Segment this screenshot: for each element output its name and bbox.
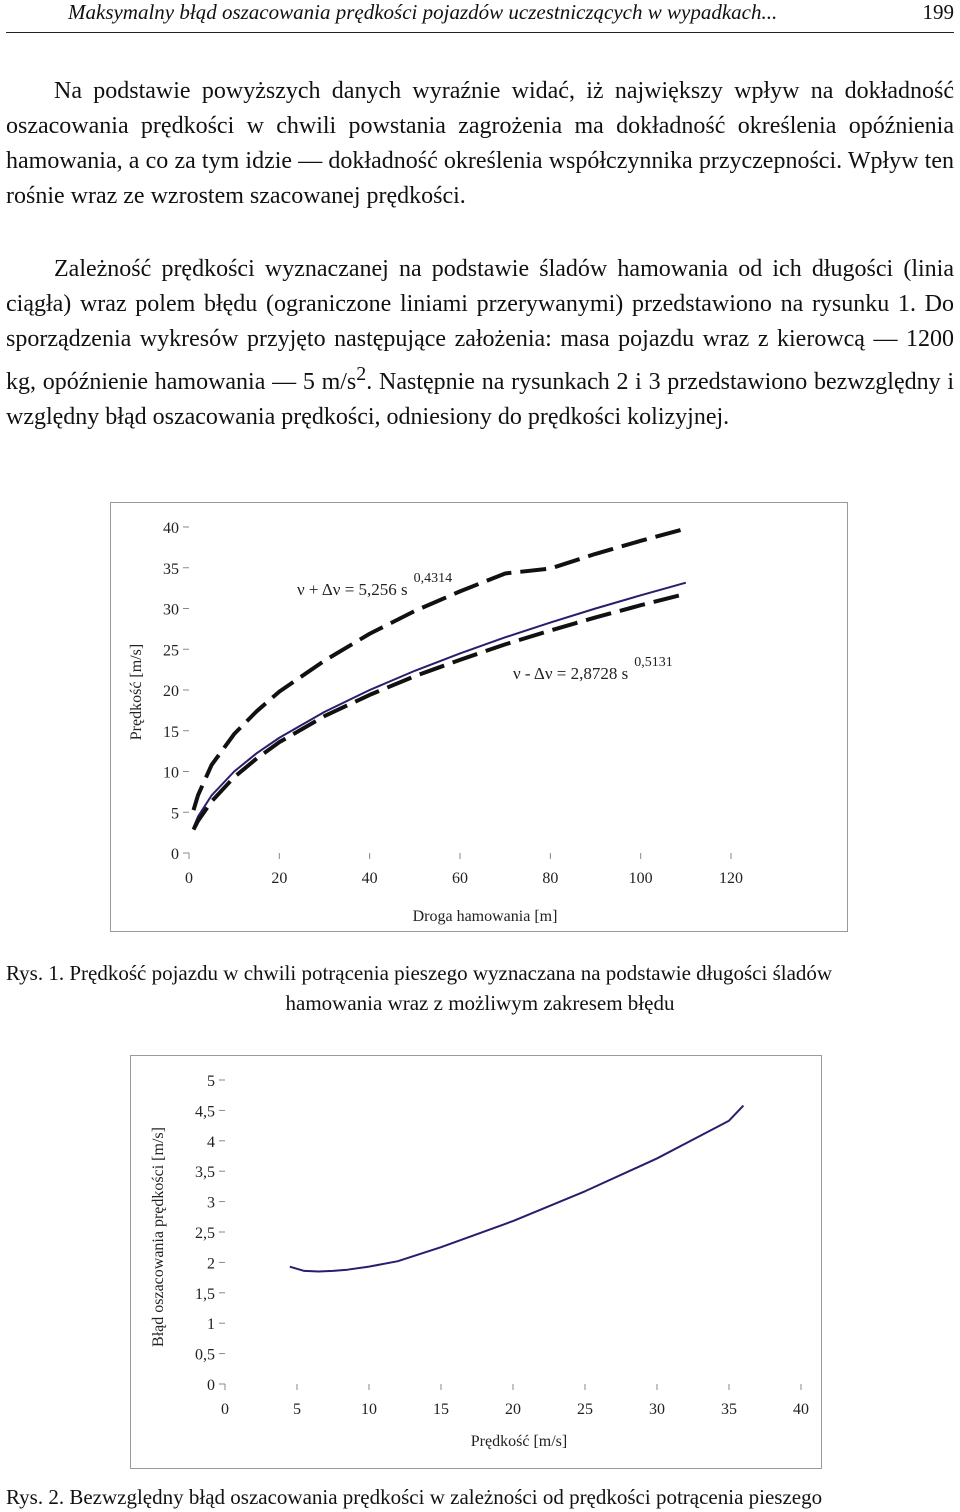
- y-tick-label: 10: [163, 764, 179, 782]
- x-tick-label: 40: [361, 870, 378, 887]
- paragraph-2-text-a: Zależność prędkości wyznaczanej na podstawie śladów hamowania od ich długości (linia ciągła) wraz polem błędu (ograniczone liniami przerywanymi) przedstawiono na rysunku 1. Do sporządzenia wykresów przyjęto następujące założenia: masa pojazdu wraz z kierowcą — 1200 kg, opóźnienie hamowania — 5 m/s: [6, 256, 954, 395]
- x-tick-label: 25: [577, 1401, 593, 1418]
- annotation-upper-bound: ν + Δν = 5,256 $s^{0,4314}$: [297, 571, 453, 599]
- y-tick-label: 2: [207, 1255, 215, 1273]
- x-tick-label: 30: [649, 1401, 665, 1418]
- y-tick-label: 2,5: [195, 1225, 215, 1242]
- y-axis-label: Prędkość [m/s]: [128, 643, 145, 741]
- x-tick-label: 35: [721, 1401, 737, 1418]
- y-tick-label: 0,5: [195, 1346, 215, 1364]
- annotation-lower-bound: ν - Δν = 2,8728 $s^{0,5131}$: [513, 655, 673, 683]
- y-tick-label: 0: [207, 1377, 215, 1394]
- y-tick-label: 20: [163, 683, 179, 700]
- figure-1-chart: [110, 502, 848, 932]
- x-tick-label: 10: [361, 1401, 377, 1418]
- running-header: [6, 0, 954, 33]
- y-tick-label: 1: [207, 1316, 215, 1334]
- figure-2-svg: [131, 1056, 821, 1468]
- x-tick-label: 100: [628, 870, 653, 887]
- x-tick-label: 0: [221, 1401, 229, 1418]
- y-tick-label: 4: [207, 1133, 215, 1151]
- paragraph-2-superscript: 2: [356, 363, 367, 385]
- x-tick-label: 80: [542, 870, 559, 887]
- page-number: 199: [922, 0, 954, 24]
- figure-2-chart: [130, 1055, 822, 1469]
- x-axis-label: Droga hamowania [m]: [412, 908, 558, 925]
- y-tick-label: 5: [171, 805, 179, 823]
- x-tick-label: 40: [793, 1401, 809, 1418]
- series-line-speed: [194, 583, 686, 828]
- x-tick-label: 60: [452, 870, 468, 887]
- x-tick-label: 15: [433, 1401, 449, 1418]
- x-tick-label: 20: [505, 1401, 521, 1418]
- y-tick-label: 30: [163, 601, 179, 619]
- y-tick-label: 3,5: [195, 1164, 215, 1182]
- x-tick-label: 20: [271, 870, 288, 887]
- y-tick-label: 35: [163, 560, 179, 578]
- series-line-lower-bound: [194, 594, 686, 830]
- figure-2-caption: Rys. 2. Bezwzględny błąd oszacowania prędkości w zależności od prędkości potrącenia pieszego: [6, 1485, 823, 1509]
- figure-1-caption-line-2: hamowania wraz z możliwym zakresem błędu: [285, 991, 675, 1015]
- x-tick-label: 120: [719, 870, 743, 887]
- y-tick-label: 40: [163, 520, 179, 537]
- y-tick-label: 1,5: [195, 1285, 215, 1303]
- paragraph-2: [6, 252, 954, 435]
- x-tick-label: 5: [293, 1401, 301, 1418]
- figure-1-svg: [111, 503, 847, 931]
- x-axis-label: Prędkość [m/s]: [470, 1433, 568, 1450]
- series-line-error: [290, 1106, 744, 1272]
- paragraph-2-text-b: . Następnie na rysunkach 2 i 3 przedstawiono bezwzględny i względny błąd oszacowania prędkości, odniesiony do prędkości kolizyjnej.: [6, 369, 955, 430]
- y-axis-label: Błąd oszacowania prędkości [m/s]: [150, 1127, 167, 1347]
- y-tick-label: 25: [163, 642, 179, 660]
- y-tick-label: 4,5: [195, 1103, 215, 1121]
- figure-1-caption: [6, 958, 954, 1018]
- y-tick-label: 5: [207, 1073, 215, 1090]
- x-tick-label: 0: [185, 870, 193, 887]
- paragraph-1: Na podstawie powyższych danych wyraźnie widać, iż największy wpływ na dokładność oszacowania prędkości w chwili powstania zagrożenia ma dokładność określenia opóźnienia hamowania, a co za tym idzie — dokładność określenia współczynnika przyczepności. Wpływ ten rośnie wraz ze wzrostem szacowanej prędkości.: [6, 78, 954, 209]
- y-tick-label: 3: [207, 1194, 215, 1212]
- figure-1-caption-line-1: Rys. 1. Prędkość pojazdu w chwili potrącenia pieszego wyznaczana na podstawie długości śladów: [6, 961, 833, 985]
- y-tick-label: 15: [163, 723, 179, 741]
- running-title: Maksymalny błąd oszacowania prędkości pojazdów uczestniczących w wypadkach...: [68, 0, 778, 24]
- y-tick-label: 0: [171, 846, 179, 863]
